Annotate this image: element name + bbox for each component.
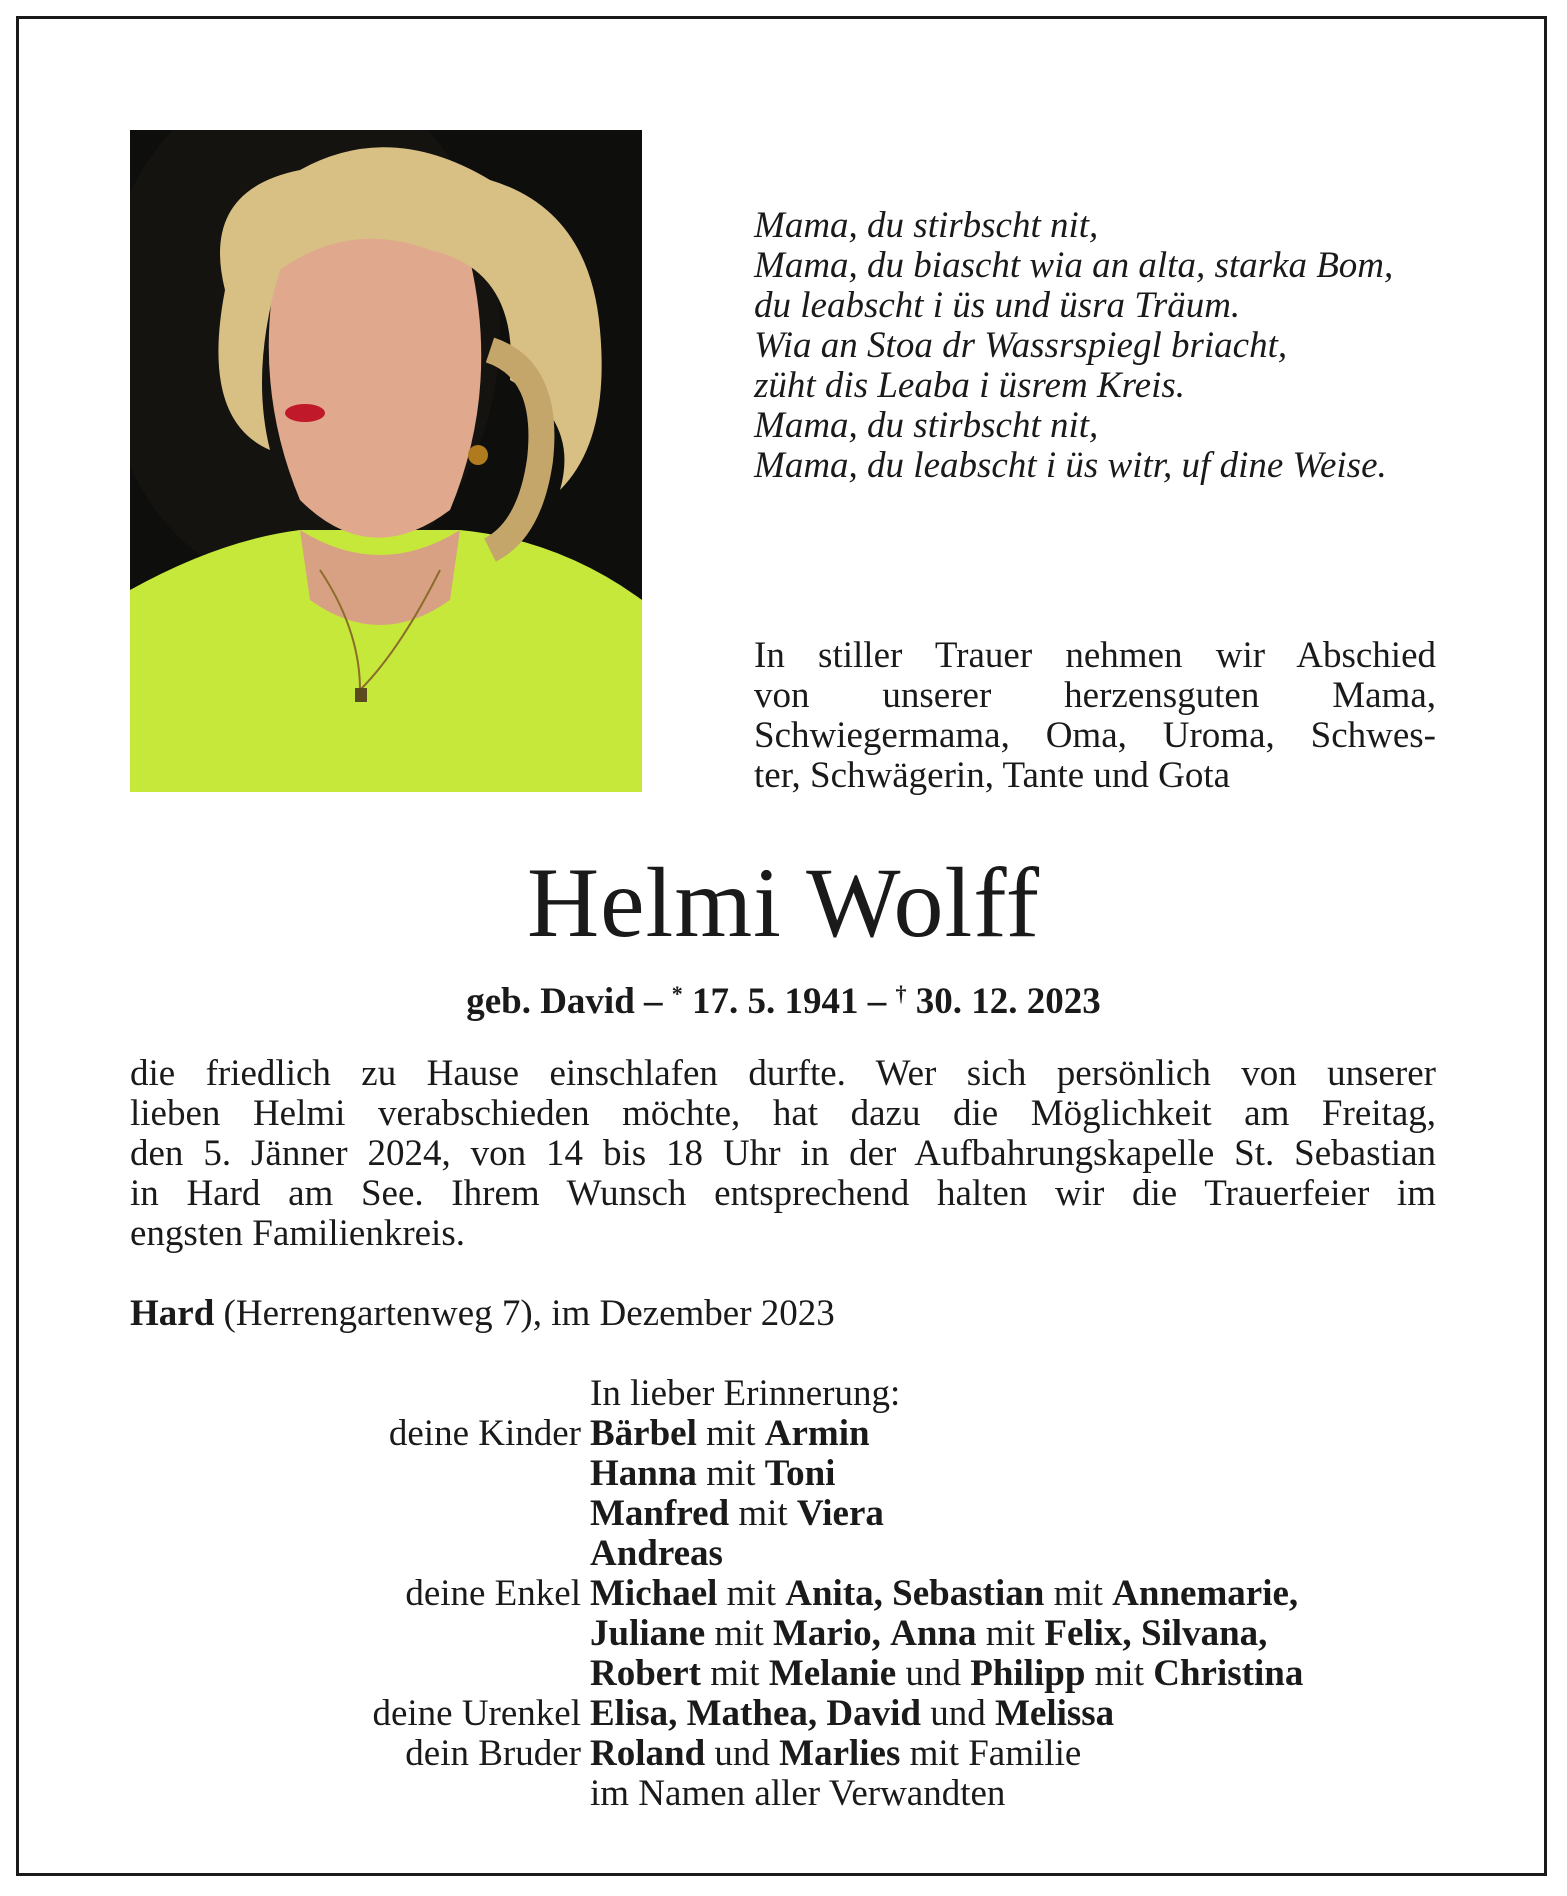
poem-line: Wia an Stoa dr Wassrspiegl briacht, [754,325,1288,366]
family-names: Robert mit Melanie und Philipp mit Christina [590,1653,1304,1694]
family-names: Hanna mit Toni [590,1453,836,1494]
body-text [130,1054,1436,1254]
poem-line: züht dis Leaba i üsrem Kreis. [754,365,1186,406]
greatgrandchildren-label: deine Urenkel [372,1693,581,1734]
death-symbol: † [895,981,907,1006]
intro-line: In stiller Trauer nehmen wir Abschied [754,635,1436,676]
family-row [0,1734,1567,1774]
family-row [0,1614,1567,1654]
family-list [0,1414,1567,1814]
body-line: lieben Helmi verabschieden möchte, hat dazu die Möglichkeit am Freitag, [130,1093,1436,1134]
relatives-line: im Namen aller Verwandten [590,1773,1006,1814]
portrait-photo [130,130,642,792]
place-date [130,1294,835,1334]
grandchildren-label: deine Enkel [405,1573,581,1614]
family-row [0,1414,1567,1454]
family-row [0,1534,1567,1574]
body-line: die friedlich zu Hause einschlafen durfte. Wer sich persönlich von unserer [130,1053,1436,1094]
birth-date: 17. 5. 1941 – [692,981,887,1022]
intro-line: von unserer herzensguten Mama, [754,675,1436,716]
poem-line: Mama, du stirbscht nit, [754,405,1099,446]
poem-line: Mama, du stirbscht nit, [754,205,1099,246]
poem [754,206,1474,486]
family-row [0,1494,1567,1534]
family-row [0,1454,1567,1494]
body-line: engsten Familienkreis. [130,1213,465,1254]
family-names: Michael mit Anita, Sebastian mit Annemarie, [590,1573,1299,1614]
place-town: Hard [130,1293,215,1334]
poem-line: Mama, du biascht wia an alta, starka Bom, [754,245,1394,286]
memory-heading: In lieber Erinnerung: [590,1373,901,1414]
death-date: 30. 12. 2023 [915,981,1101,1022]
born-name: geb. David – [466,981,663,1022]
family-row [0,1774,1567,1814]
family-row [0,1694,1567,1734]
family-names: Roland und Marlies mit Familie [590,1733,1082,1774]
poem-line: Mama, du leabscht i üs witr, uf dine Weise. [754,445,1387,486]
intro-text [754,636,1436,796]
family-row [0,1654,1567,1694]
family-names: Andreas [590,1533,723,1574]
birth-symbol: * [671,981,683,1006]
family-names: Elisa, Mathea, David und Melissa [590,1693,1115,1734]
body-line: den 5. Jänner 2024, von 14 bis 18 Uhr in der Aufbahrungskapelle St. Sebastian [130,1133,1436,1174]
deceased-name: Helmi Wolff [526,847,1041,958]
intro-line: Schwiegermama, Oma, Uroma, Schwes- [754,715,1436,756]
children-label: deine Kinder [388,1413,581,1454]
intro-line: ter, Schwägerin, Tante und Gota [754,755,1231,796]
family-row [0,1574,1567,1614]
family-names: Manfred mit Viera [590,1493,884,1534]
family-names: Bärbel mit Armin [590,1413,870,1454]
place-rest: (Herrengartenweg 7), im Dezember 2023 [214,1293,835,1334]
brother-label: dein Bruder [405,1733,581,1774]
life-dates [0,972,1567,1024]
body-line: in Hard am See. Ihrem Wunsch entsprechend halten wir die Trauerfeier im [130,1173,1436,1214]
family-names: Juliane mit Mario, Anna mit Felix, Silvana, [590,1613,1268,1654]
portrait-image [130,130,642,792]
poem-line: du leabscht i üs und üsra Träum. [754,285,1241,326]
